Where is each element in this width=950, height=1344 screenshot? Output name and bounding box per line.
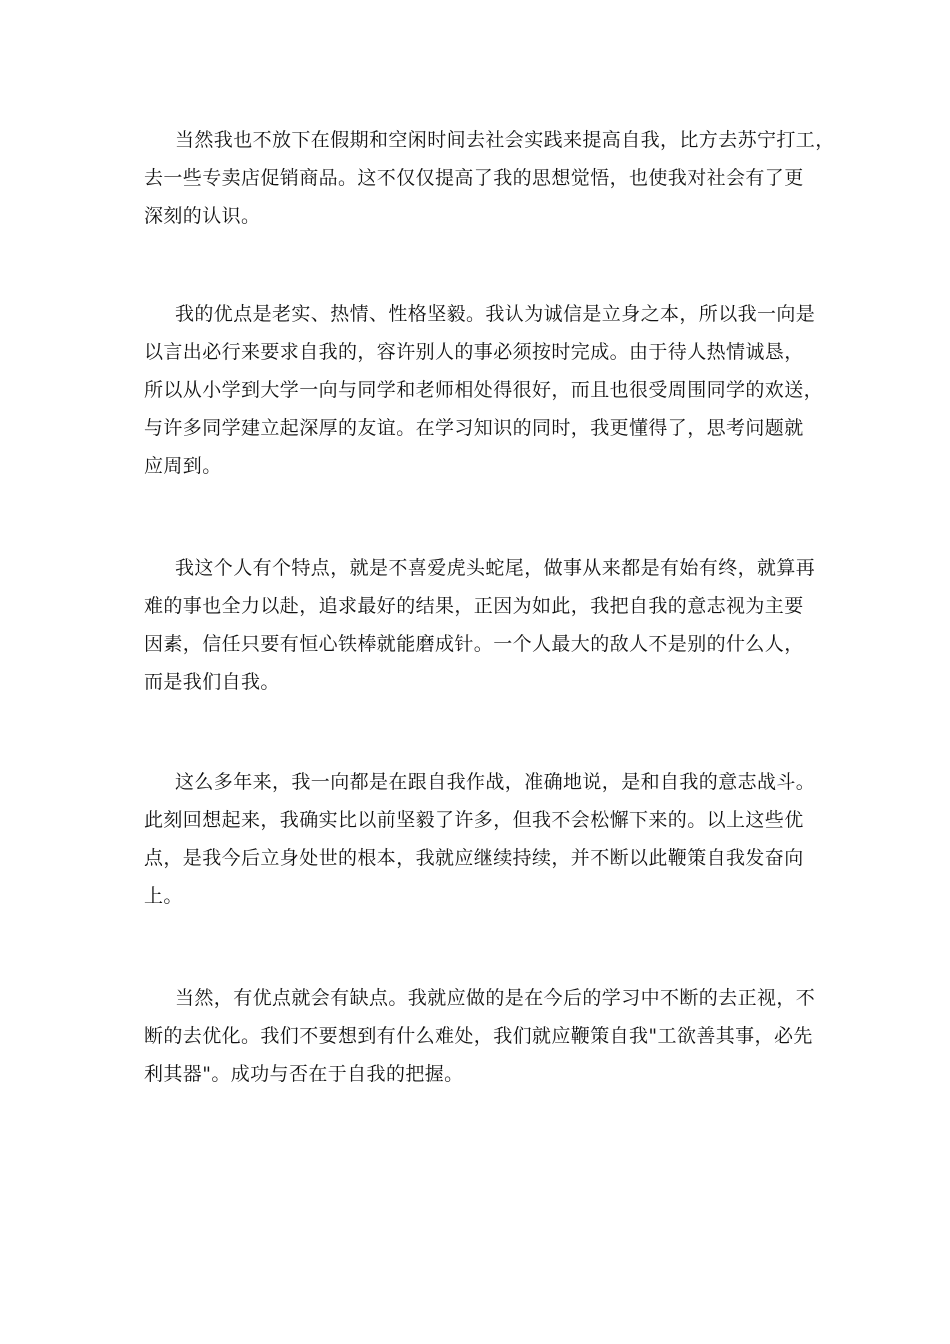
paragraph-line: 我的优点是老实、热情、性格坚毅。我认为诚信是立身之本，所以我一向是	[175, 303, 816, 325]
paragraph-line: 与许多同学建立起深厚的友谊。在学习知识的同时，我更懂得了，思考问题就	[144, 417, 804, 439]
paragraph-line: 因素，信任只要有恒心铁棒就能磨成针。一个人最大的敌人不是别的什么人，	[144, 633, 804, 655]
paragraph-line: 所以从小学到大学一向与同学和老师相处得很好，而且也很受周围同学的欢送，	[144, 379, 824, 401]
paragraph-line: 这么多年来，我一向都是在跟自我作战，准确地说，是和自我的意志战斗。	[175, 771, 816, 793]
paragraph-1	[144, 121, 835, 235]
paragraph-line: 而是我们自我。	[144, 671, 280, 693]
paragraph-2	[144, 295, 824, 485]
paragraph-5	[144, 979, 814, 1093]
paragraph-line: 当然，有优点就会有缺点。我就应做的是在今后的学习中不断的去正视，不	[175, 987, 816, 1009]
paragraph-3	[144, 549, 814, 701]
paragraph-line: 我这个人有个特点，就是不喜爱虎头蛇尾，做事从来都是有始有终，就算再	[175, 557, 816, 579]
paragraph-line: 以言出必行来要求自我的，容许别人的事必须按时完成。由于待人热情诚恳，	[144, 341, 804, 363]
paragraph-line: 点，是我今后立身处世的根本，我就应继续持续，并不断以此鞭策自我发奋向	[144, 847, 804, 869]
paragraph-line: 上。	[144, 885, 183, 907]
paragraph-4	[144, 763, 814, 915]
paragraph-line: 当然我也不放下在假期和空闲时间去社会实践来提高自我，比方去苏宁打工，	[175, 129, 835, 151]
paragraph-line: 利其器"。成功与否在于自我的把握。	[144, 1063, 464, 1085]
paragraph-line: 断的去优化。我们不要想到有什么难处，我们就应鞭策自我"工欲善其事，必先	[144, 1025, 813, 1047]
paragraph-line: 难的事也全力以赴，追求最好的结果，正因为如此，我把自我的意志视为主要	[144, 595, 804, 617]
paragraph-line: 去一些专卖店促销商品。这不仅仅提高了我的思想觉悟，也使我对社会有了更	[144, 167, 804, 189]
paragraph-line: 深刻的认识。	[144, 205, 261, 227]
paragraph-line: 此刻回想起来，我确实比以前坚毅了许多，但我不会松懈下来的。以上这些优	[144, 809, 804, 831]
paragraph-line: 应周到。	[144, 455, 222, 477]
